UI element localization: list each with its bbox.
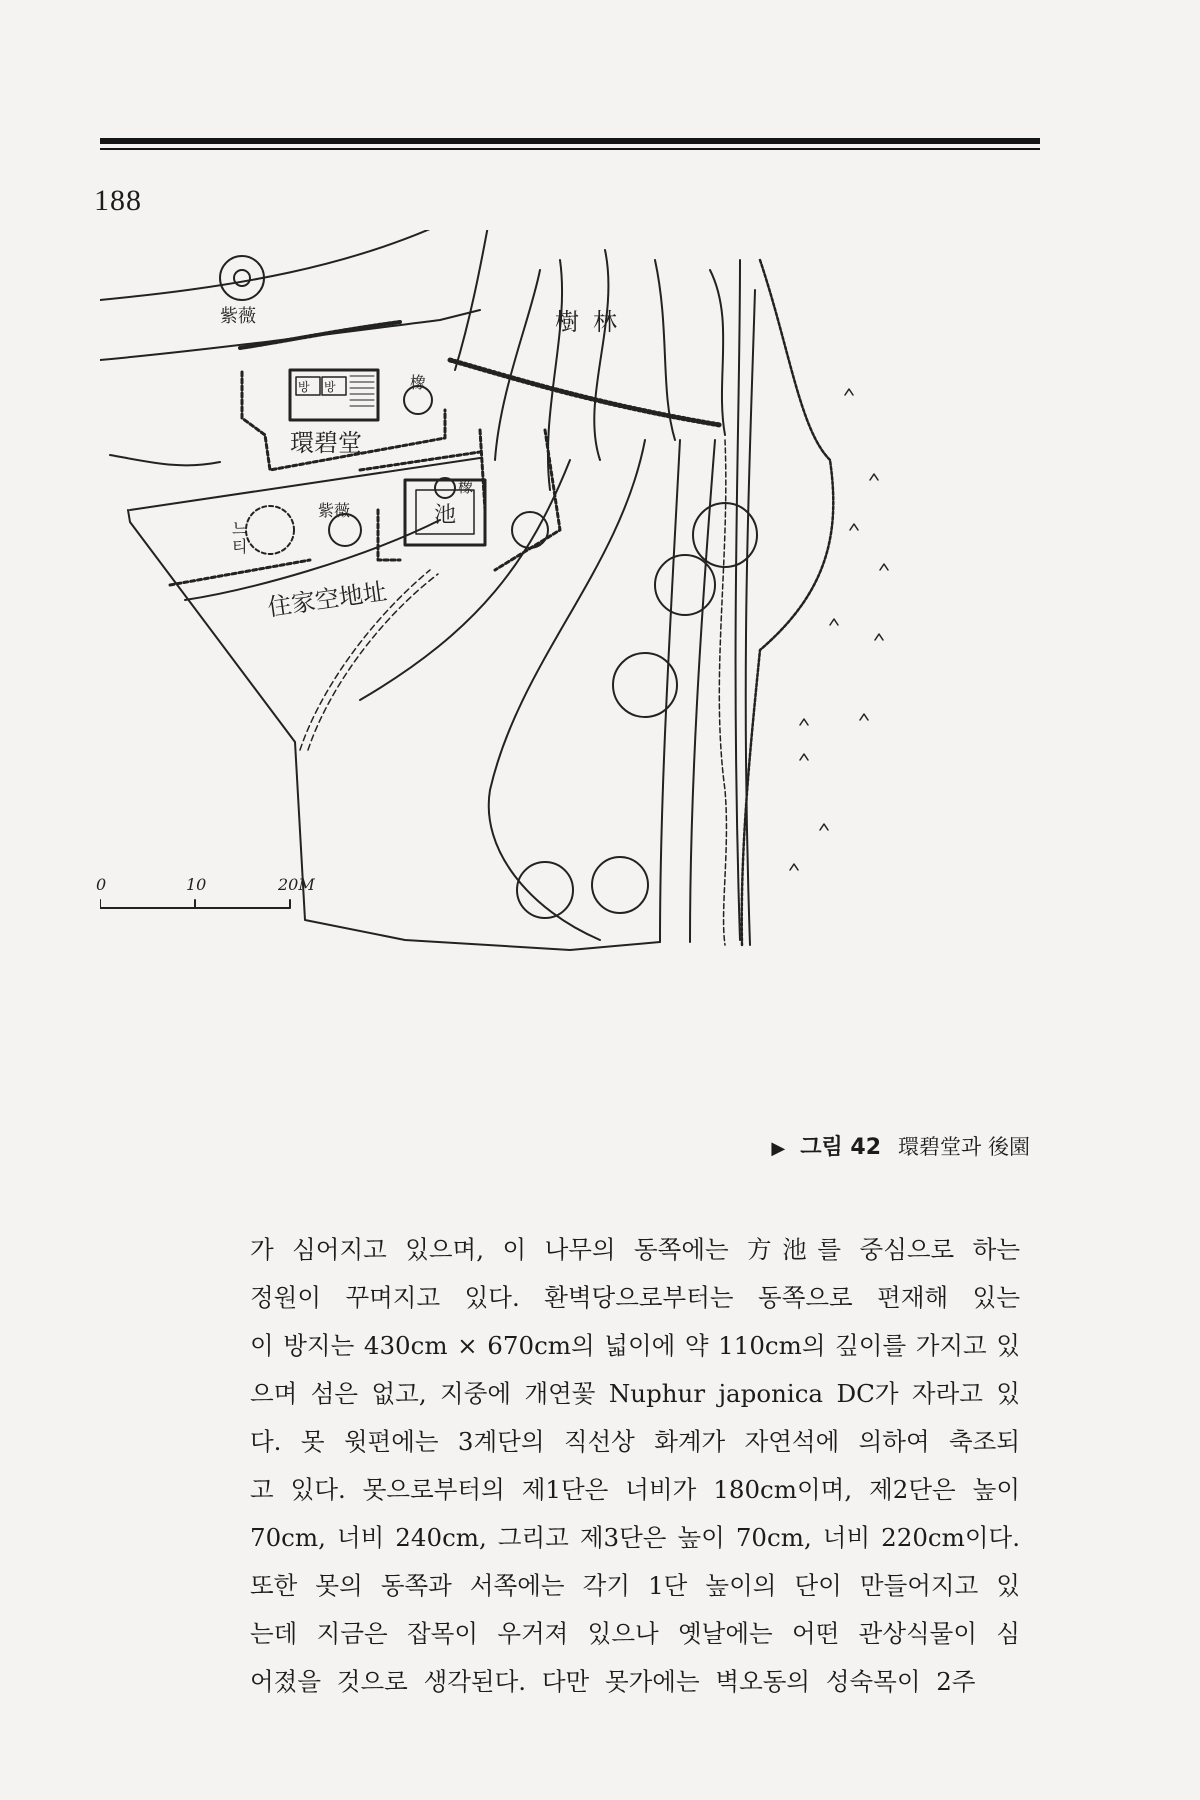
label-trees-top: 紫薇 [220, 306, 256, 327]
body-line: 어졌을 것으로 생각된다. 다만 못가에는 벽오동의 성숙목이 2주 [250, 1667, 976, 1696]
label-room-1: 방 [298, 380, 310, 394]
label-forest: 樹林 [555, 308, 631, 336]
caption-marker-icon: ▶ [771, 1138, 786, 1159]
label-house-site: 住家空地址 [265, 577, 389, 622]
label-pavilion: 環碧堂 [290, 429, 362, 457]
label-tree-west: 橡 [410, 373, 427, 392]
body-line: 가 심어지고 있으며, 이 나무의 동쪽에는 方池를 중심으로 하는 [250, 1235, 1020, 1264]
label-tree-pond: 橡 [458, 478, 474, 496]
scale-label-20: 20M [278, 875, 315, 894]
body-line: 70cm, 너비 240cm, 그리고 제3단은 높이 70cm, 너비 220cm이다. [250, 1523, 1020, 1552]
figure-caption [700, 1130, 1030, 1161]
body-line: 으며 섬은 없고, 지중에 개연꽃 Nuphur japonica DC가 자라고 있 [250, 1379, 1020, 1408]
label-neutie: 느티 [232, 519, 248, 556]
site-plan-figure [96, 230, 1040, 1100]
body-line: 는데 지금은 잡목이 우거져 있으나 옛날에는 어떤 관상식물이 심 [250, 1619, 1020, 1648]
label-trees-mid: 紫薇 [318, 501, 351, 520]
header-rule-thin [100, 148, 1040, 150]
body-line: 또한 못의 동쪽과 서쪽에는 각기 1단 높이의 단이 만들어지고 있 [250, 1571, 1020, 1600]
body-line: 이 방지는 430cm × 670cm의 넓이에 약 110cm의 깊이를 가지고 있 [250, 1331, 1020, 1360]
caption-title: 環碧堂과 後園 [898, 1135, 1030, 1159]
scale-label-10: 10 [186, 875, 207, 894]
caption-label: 그림 42 [800, 1135, 882, 1160]
body-line: 다. 못 윗편에는 3계단의 직선상 화계가 자연석에 의하여 축조되 [250, 1427, 1020, 1456]
label-pond: 池 [434, 503, 457, 528]
header-rule-thick [100, 138, 1040, 144]
page-number: 188 [94, 184, 142, 217]
body-text [250, 1226, 1020, 1706]
body-line: 정원이 꾸며지고 있다. 환벽당으로부터는 동쪽으로 편재해 있는 [250, 1283, 1020, 1312]
body-line: 고 있다. 못으로부터의 제1단은 너비가 180cm이며, 제2단은 높이 [250, 1475, 1020, 1504]
scale-label-0: 0 [96, 875, 107, 894]
label-room-2: 방 [324, 380, 336, 394]
